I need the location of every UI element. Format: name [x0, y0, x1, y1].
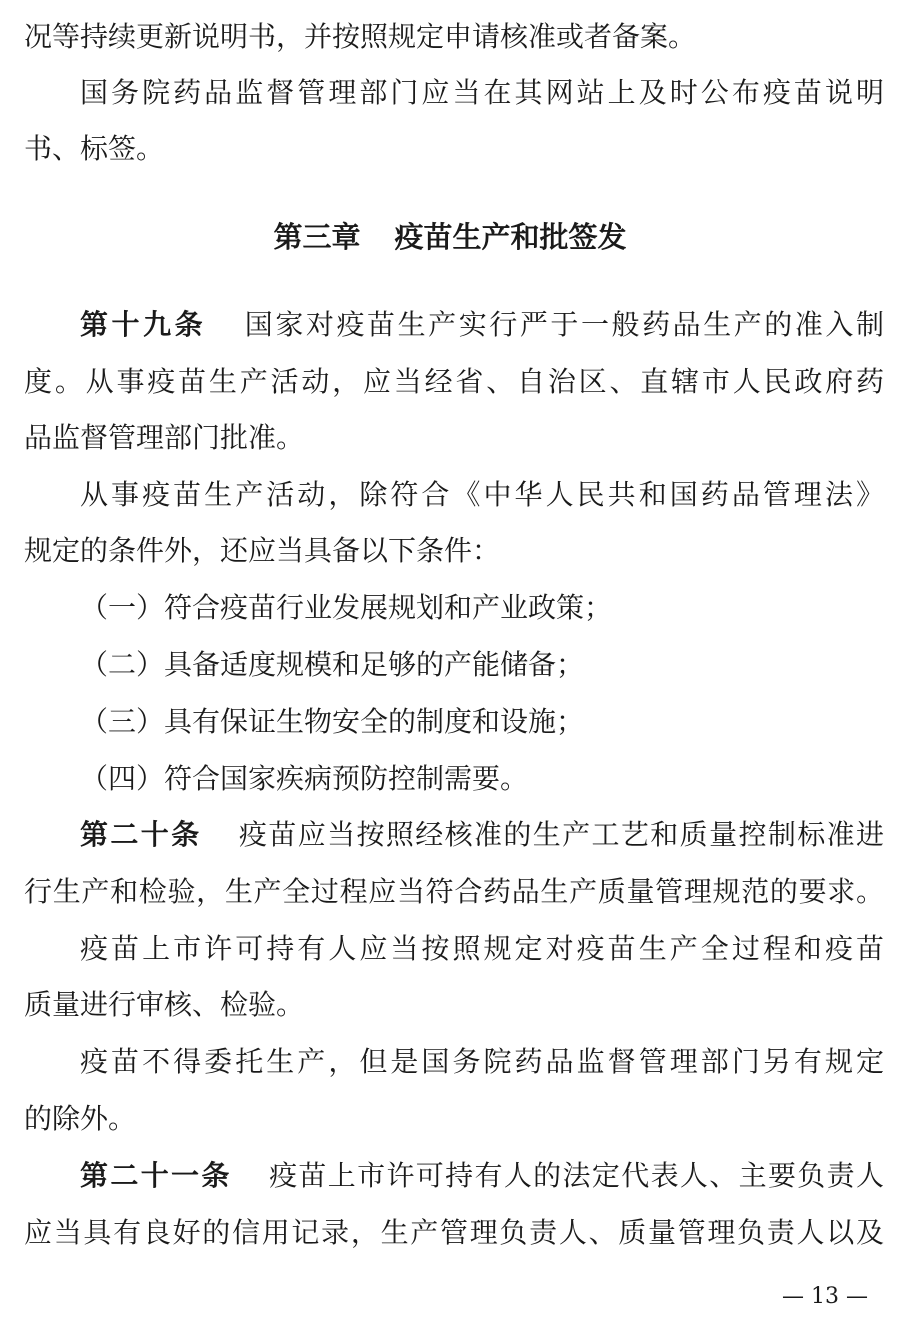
body-line: 的除外。: [24, 1102, 137, 1135]
article-heading: 第二十条: [80, 818, 202, 851]
body-line: 况等持续更新说明书，并按照规定申请核准或者备案。: [24, 20, 697, 53]
list-item: （四）符合国家疾病预防控制需要。: [80, 762, 529, 795]
body-line: 疫苗上市许可持有人应当按照规定对疫苗生产全过程和疫苗: [80, 932, 884, 965]
body-line: 质量进行审核、检验。: [24, 988, 305, 1021]
body-line: 规定的条件外，还应当具备以下条件：: [24, 534, 501, 567]
article-heading: 第十九条: [80, 308, 207, 341]
body-line: 应当具有良好的信用记录，生产管理负责人、质量管理负责人以及: [24, 1216, 884, 1249]
body-text: 疫苗上市许可持有人的法定代表人、主要负责人: [267, 1159, 884, 1192]
body-line: 品监督管理部门批准。: [24, 421, 305, 454]
article-20-first-line: [80, 815, 884, 855]
article-heading: 第二十一条: [80, 1159, 232, 1192]
list-item: （三）具有保证生物安全的制度和设施；: [80, 705, 585, 738]
page-number: — 13 —: [782, 1284, 868, 1309]
body-line: 疫苗不得委托生产，但是国务院药品监督管理部门另有规定: [80, 1045, 884, 1078]
article-21-first-line: [80, 1156, 884, 1196]
body-line: 书、标签。: [24, 132, 165, 165]
article-19-first-line: [80, 305, 884, 345]
chapter-heading: [0, 217, 900, 257]
body-line: 度。从事疫苗生产活动，应当经省、自治区、直辖市人民政府药: [24, 365, 884, 398]
body-text: 疫苗应当按照经核准的生产工艺和质量控制标准进: [237, 818, 884, 851]
chapter-title: 疫苗生产和批签发: [394, 220, 627, 254]
body-text: 国家对疫苗生产实行严于一般药品生产的准入制: [242, 308, 884, 341]
body-line: 从事疫苗生产活动，除符合《中华人民共和国药品管理法》: [80, 478, 884, 511]
body-line: 行生产和检验，生产全过程应当符合药品生产质量管理规范的要求。: [24, 875, 884, 908]
list-item: （一）符合疫苗行业发展规划和产业政策；: [80, 591, 613, 624]
body-line: 国务院药品监督管理部门应当在其网站上及时公布疫苗说明: [80, 76, 884, 109]
chapter-number: 第三章: [273, 220, 361, 254]
list-item: （二）具备适度规模和足够的产能储备；: [80, 648, 585, 681]
